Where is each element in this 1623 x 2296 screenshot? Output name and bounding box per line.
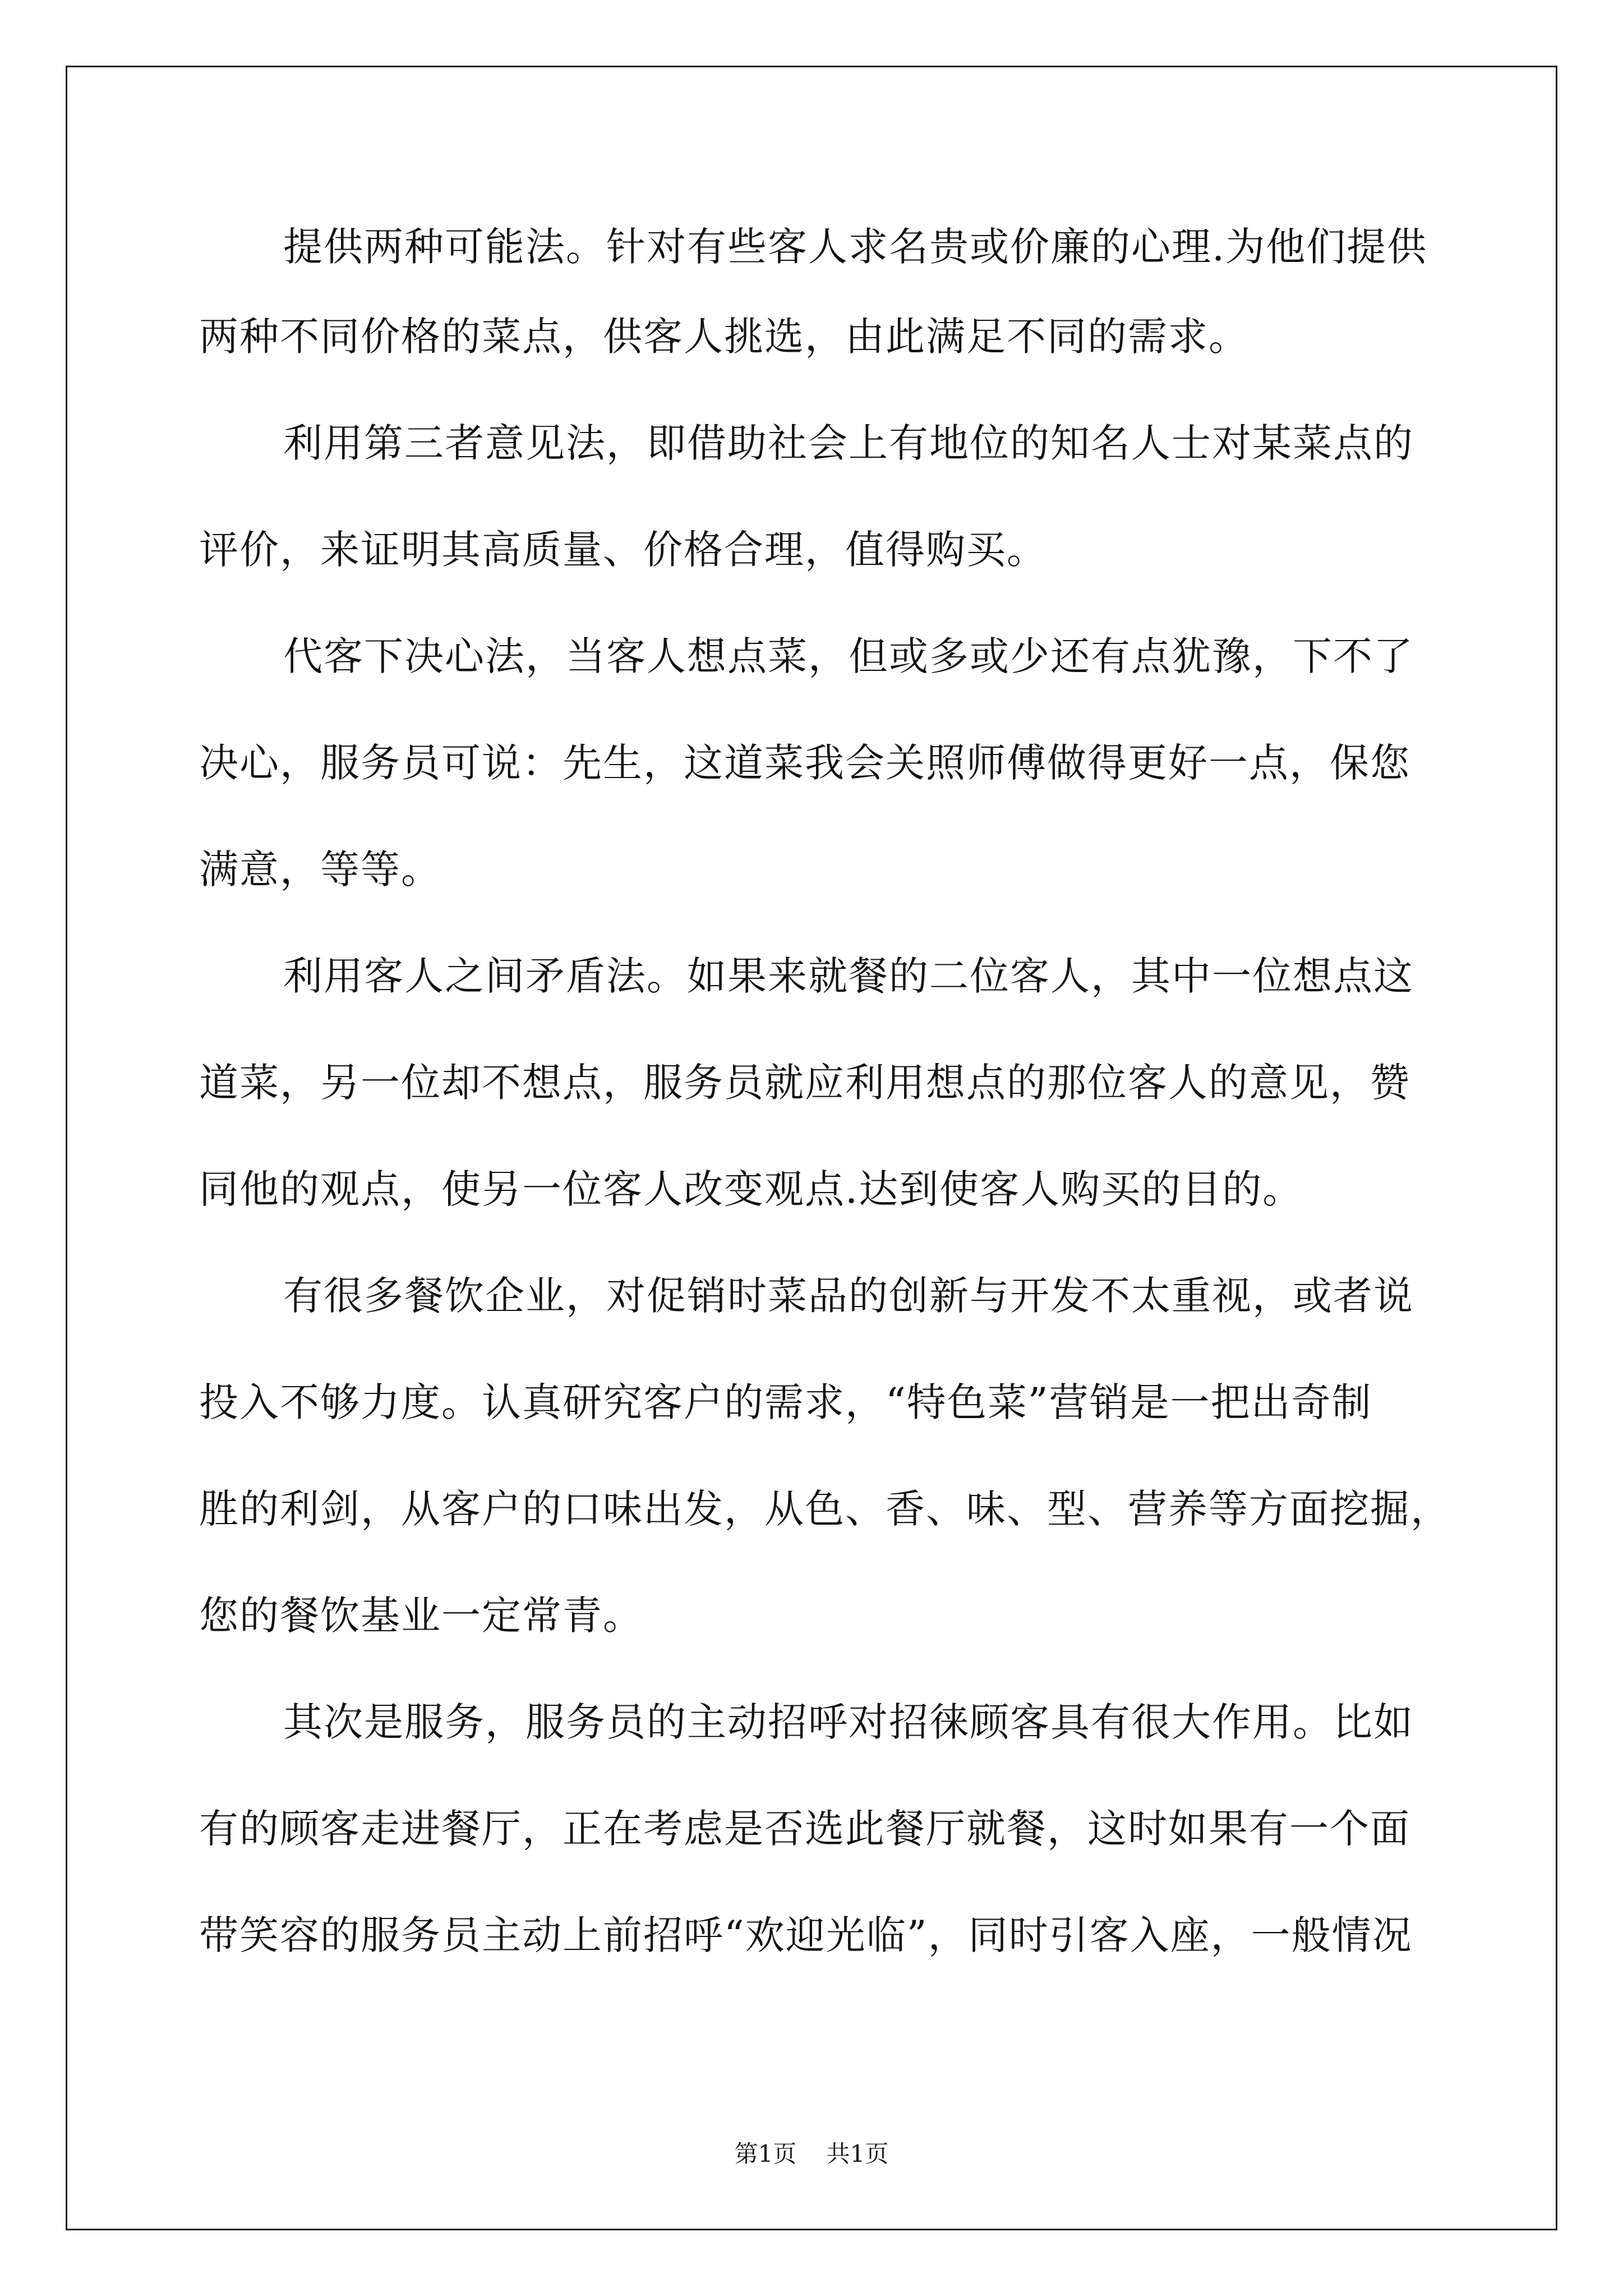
text-line: 有很多餐饮企业，对促销时菜品的创新与开发不太重视，或者说 [283, 1273, 1414, 1319]
text-line: 代客下决心法，当客人想点菜，但或多或少还有点犹豫，下不了 [283, 633, 1414, 679]
text-line: 带笑容的服务员主动上前招呼“欢迎光临”，同时引客入座，一般情况 [199, 1912, 1413, 1958]
text-line: 利用客人之间矛盾法。如果来就餐的二位客人，其中一位想点这 [283, 953, 1414, 999]
page-total: 共1页 [826, 2140, 889, 2168]
text-line: 有的顾客走进餐厅，正在考虑是否选此餐厅就餐，这时如果有一个面 [199, 1806, 1410, 1852]
text-line: 胜的利剑，从客户的口味出发，从色、香、味、型、营养等方面挖掘， [199, 1486, 1451, 1532]
page-footer [0, 2137, 1623, 2171]
text-line: 评价，来证明其高质量、价格合理，值得购买。 [199, 527, 1047, 573]
page-number: 第1页 [734, 2140, 797, 2168]
text-line: 道菜，另一位却不想点，服务员就应利用想点的那位客人的意见，赞 [199, 1060, 1410, 1106]
text-line: 利用第三者意见法，即借助社会上有地位的知名人士对某菜点的 [283, 420, 1414, 466]
text-line: 您的餐饮基业一定常青。 [199, 1593, 643, 1639]
text-line: 决心，服务员可说：先生，这道菜我会关照师傅做得更好一点，保您 [199, 740, 1410, 786]
text-line: 投入不够力度。认真研究客户的需求，“特色菜”营销是一把出奇制 [199, 1379, 1372, 1425]
text-line: 两种不同价格的菜点，供客人挑选，由此满足不同的需求。 [199, 314, 1249, 360]
text-line: 满意，等等。 [199, 846, 441, 892]
text-line: 提供两种可能法。针对有些客人求名贵或价廉的心理.为他们提供 [283, 224, 1428, 270]
text-line: 其次是服务，服务员的主动招呼对招徕顾客具有很大作用。比如 [283, 1699, 1414, 1745]
text-line: 同他的观点，使另一位客人改变观点.达到使客人购买的目的。 [199, 1166, 1303, 1212]
page-border [66, 66, 1557, 2230]
